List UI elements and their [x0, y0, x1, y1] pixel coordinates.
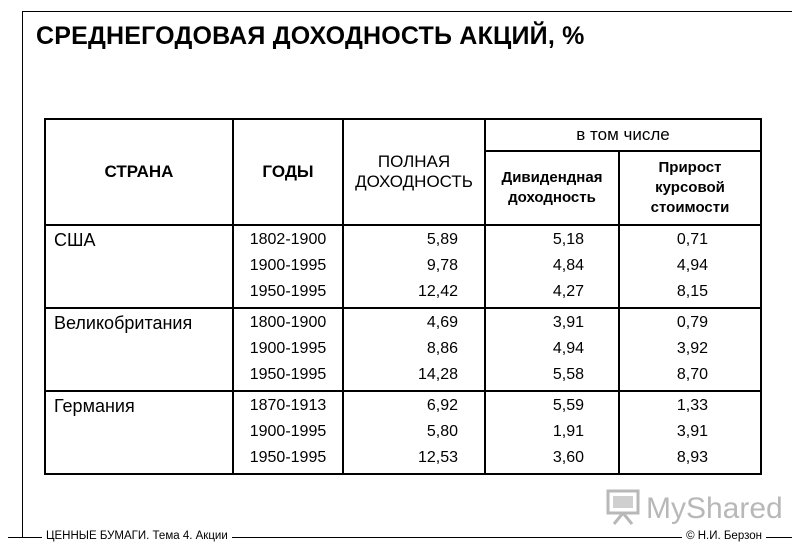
dividend-value: 1,91	[552, 423, 584, 440]
years-cell	[233, 391, 343, 474]
dividend-value: 4,94	[552, 340, 584, 357]
country-cell: США	[45, 225, 233, 308]
myshared-logo	[606, 489, 783, 529]
header-growth-line1: Прирост	[658, 159, 722, 176]
years-value: 1870-1913	[249, 397, 327, 414]
growth-value: 8,70	[676, 366, 709, 383]
full-yield-value: 5,89	[426, 231, 458, 248]
full-yield-value: 6,92	[426, 397, 458, 414]
growth-value: 0,79	[676, 314, 709, 331]
header-dividend-line1: Дивидендная	[501, 169, 603, 186]
full-yield-cell	[343, 308, 485, 391]
footer-left-text: ЦЕННЫЕ БУМАГИ. Тема 4. Акции	[46, 530, 228, 542]
growth-value: 3,91	[676, 423, 709, 440]
dividend-value: 3,60	[552, 449, 584, 466]
years-value: 1950-1995	[249, 366, 327, 383]
header-years: ГОДЫ	[233, 119, 343, 225]
years-value: 1802-1900	[249, 231, 327, 248]
dividend-cell	[485, 391, 619, 474]
full-yield-value: 12,53	[417, 449, 458, 466]
country-cell: Германия	[45, 391, 233, 474]
header-country: СТРАНА	[45, 119, 233, 225]
header-including: в том числе	[485, 119, 761, 151]
growth-cell	[619, 308, 761, 391]
table-row	[45, 225, 761, 308]
growth-value: 3,92	[676, 340, 709, 357]
frame-left-line	[22, 11, 23, 537]
full-yield-value: 5,80	[426, 423, 458, 440]
growth-value: 4,94	[676, 257, 709, 274]
years-value: 1900-1995	[249, 257, 327, 274]
footer-course-label	[42, 530, 232, 542]
years-cell	[233, 225, 343, 308]
dividend-value: 4,84	[552, 257, 584, 274]
page-title: СРЕДНЕГОДОВАЯ ДОХОДНОСТЬ АКЦИЙ, %	[36, 22, 585, 50]
years-value: 1900-1995	[249, 423, 327, 440]
full-yield-cell	[343, 391, 485, 474]
dividend-cell	[485, 225, 619, 308]
header-full-yield	[343, 119, 485, 225]
footer-author	[682, 530, 766, 542]
growth-value: 1,33	[676, 397, 709, 414]
header-growth-line2: курсовой	[655, 179, 725, 196]
header-dividend-yield	[485, 151, 619, 225]
growth-cell	[619, 225, 761, 308]
header-full-yield-line2: ДОХОДНОСТЬ	[355, 172, 473, 191]
full-yield-value: 8,86	[426, 340, 458, 357]
table-row	[45, 308, 761, 391]
dividend-value: 5,59	[552, 397, 584, 414]
full-yield-value: 12,42	[417, 283, 458, 300]
years-value: 1950-1995	[249, 449, 327, 466]
dividend-value: 4,27	[552, 283, 584, 300]
full-yield-value: 14,28	[417, 366, 458, 383]
growth-value: 8,93	[676, 449, 709, 466]
growth-value: 8,15	[676, 283, 709, 300]
dividend-value: 5,18	[552, 231, 584, 248]
years-value: 1800-1900	[249, 314, 327, 331]
frame-top-line	[22, 11, 792, 12]
dividend-cell	[485, 308, 619, 391]
footer-right-text: © Н.И. Берзон	[686, 530, 762, 542]
growth-cell	[619, 391, 761, 474]
full-yield-cell	[343, 225, 485, 308]
header-full-yield-line1: ПОЛНАЯ	[377, 152, 451, 171]
growth-value: 0,71	[676, 231, 709, 248]
yield-table	[44, 118, 762, 475]
full-yield-value: 4,69	[426, 314, 458, 331]
header-price-growth	[619, 151, 761, 225]
table-row	[45, 391, 761, 474]
logo-text: MyShared	[646, 492, 783, 525]
years-value: 1900-1995	[249, 340, 327, 357]
dividend-value: 5,58	[552, 366, 584, 383]
header-dividend-line2: доходность	[508, 189, 596, 206]
country-cell: Великобритания	[45, 308, 233, 391]
header-growth-line3: стоимости	[650, 199, 730, 216]
years-value: 1950-1995	[249, 283, 327, 300]
dividend-value: 3,91	[552, 314, 584, 331]
presentation-board-icon	[606, 488, 642, 531]
full-yield-value: 9,78	[426, 257, 458, 274]
years-cell	[233, 308, 343, 391]
